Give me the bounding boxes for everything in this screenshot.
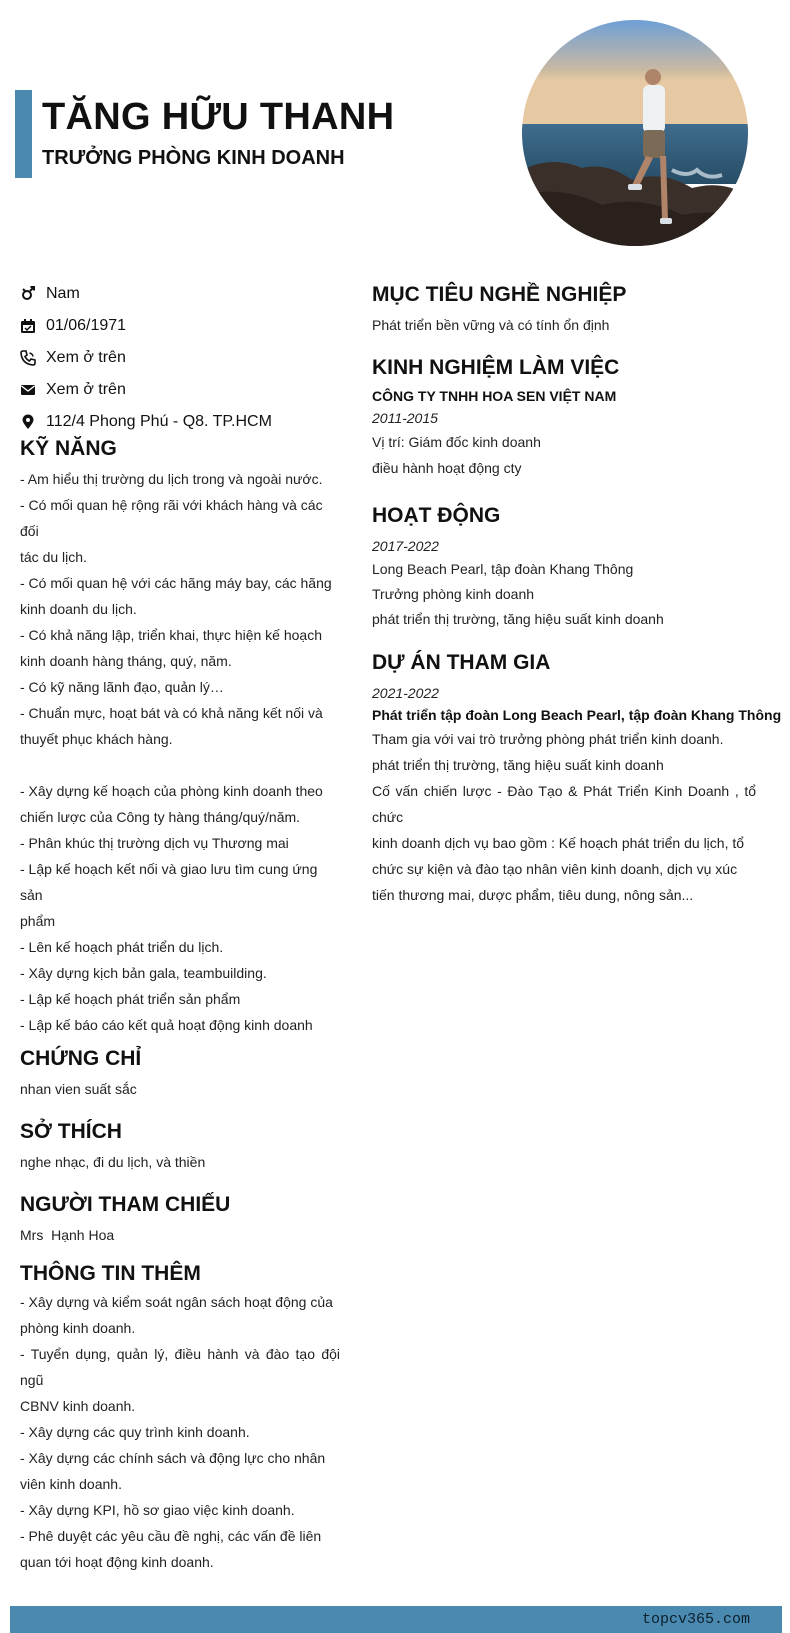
certificates-text: nhan vien suất sắc [20,1081,137,1097]
additional-list [20,1289,340,1575]
skills-line [20,752,340,778]
skills-line: thuyết phục khách hàng. [20,731,173,747]
skills-line: - Am hiểu thị trường du lịch trong và ngoài nước. [20,471,323,487]
additional-line: phòng kinh doanh. [20,1320,136,1336]
hobbies-section [20,1119,340,1175]
skills-line: - Xây dựng kịch bản gala, teambuilding. [20,965,267,981]
experience-period: 2011-2015 [372,410,438,426]
footer-bar [10,1606,782,1633]
skills-line: - Lên kế hoạch phát triển du lịch. [20,939,224,955]
contact-gender [20,278,340,310]
contact-phone-value: Xem ở trên [46,349,126,366]
additional-line: quan tới hoạt động kinh doanh. [20,1554,214,1570]
certificates-section [20,1046,340,1102]
hobbies-heading: SỞ THÍCH [20,1120,122,1143]
experience-section [372,355,756,481]
activities-period: 2017-2022 [372,538,439,554]
candidate-title: TRƯỞNG PHÒNG KINH DOANH [42,147,345,169]
experience-company: CÔNG TY TNHH HOA SEN VIỆT NAM [372,388,617,404]
additional-line: viên kinh doanh. [20,1476,122,1492]
email-icon [20,382,36,398]
additional-line: - Xây dựng KPI, hồ sơ giao việc kinh doanh. [20,1502,295,1518]
projects-line: Cố vấn chiến lược - Đào Tạo & Phát Triển Kinh Doanh , tổ chức [372,783,756,825]
hobbies-text: nghe nhạc, đi du lịch, và thiền [20,1154,206,1170]
skills-line: chiến lược của Công ty hàng tháng/quý/năm. [20,809,301,825]
experience-heading: KINH NGHIỆM LÀM VIỆC [372,356,620,379]
skills-line: - Xây dựng kế hoạch của phòng kinh doanh theo [20,783,323,799]
references-heading: NGƯỜI THAM CHIẾU [20,1193,231,1216]
skills-line: kinh doanh hàng tháng, quý, năm. [20,653,232,669]
additional-heading: THÔNG TIN THÊM [20,1262,201,1285]
skills-line: - Phân khúc thị trường dịch vụ Thương mai [20,835,289,851]
skills-line: - Lập kế hoạch kết nối và giao lưu tìm cung ứng sản [20,861,318,903]
objective-heading: MỤC TIÊU NGHỀ NGHIỆP [372,283,627,306]
footer-watermark: topcv365.com [641,1611,750,1628]
additional-line: CBNV kinh doanh. [20,1398,136,1414]
contact-gender-value: Nam [46,285,80,302]
projects-line: Tham gia với vai trò trưởng phòng phát triển kinh doanh. [372,731,724,747]
additional-line: - Xây dựng và kiểm soát ngân sách hoạt động của [20,1294,333,1310]
contact-address [20,406,340,438]
projects-section [372,650,782,908]
projects-line: tiến thương mai, dược phẩm, tiêu dung, nông sản... [372,887,694,903]
location-icon [20,414,36,430]
activities-line: Long Beach Pearl, tập đoàn Khang Thông [372,561,634,577]
activities-details [372,557,756,632]
contact-phone [20,342,340,374]
experience-line: Vị trí: Giám đốc kinh doanh [372,434,541,450]
contact-list [20,278,340,438]
activities-line: Trưởng phòng kinh doanh [372,586,535,602]
contact-birthday [20,310,340,342]
projects-line: kinh doanh dịch vụ bao gồm : Kế hoạch phát triển du lịch, tổ [372,835,745,851]
skills-line: tác du lịch. [20,549,87,565]
additional-line: - Xây dựng các quy trình kinh doanh. [20,1424,250,1440]
certificates-heading: CHỨNG CHỈ [20,1047,142,1070]
skills-line: kinh doanh du lịch. [20,601,137,617]
additional-line: - Phê duyệt các yêu cầu đề nghị, các vấn đề liên [20,1528,322,1544]
projects-line: phát triển thị trường, tăng hiệu suất kinh doanh [372,757,664,773]
avatar [522,20,748,246]
avatar-photo [522,20,748,246]
skills-line: - Có kỹ năng lãnh đạo, quản lý… [20,679,224,695]
skills-section [20,436,340,1038]
activities-section [372,503,756,632]
contact-birthday-value: 01/06/1971 [46,317,127,334]
experience-line: điều hành hoạt động cty [372,460,522,476]
references-section [20,1192,340,1248]
header-accent-bar [15,90,32,178]
additional-section [20,1261,340,1575]
additional-line: - Tuyển dụng, quản lý, điều hành và đào tạo đội ngũ [20,1346,340,1388]
skills-line: - Chuẩn mực, hoạt bát và có khả năng kết nối và [20,705,323,721]
skills-line: phẩm [20,913,56,929]
projects-name: Phát triển tập đoàn Long Beach Pearl, tập đoàn Khang Thông [372,707,782,723]
experience-details [372,429,756,481]
skills-line: - Có mối quan hệ rộng rãi với khách hàng và các đối [20,497,323,539]
gender-icon [20,286,36,302]
objective-section [372,282,756,338]
contact-address-value: 112/4 Phong Phú - Q8. TP.HCM [46,413,272,430]
skills-line: - Có khả năng lập, triển khai, thực hiện kế hoạch [20,627,322,643]
skills-line: - Lập kế báo cáo kết quả hoạt động kinh doanh [20,1017,313,1033]
candidate-name: TĂNG HỮU THANH [42,96,395,138]
phone-icon [20,350,36,366]
additional-line: - Xây dựng các chính sách và động lực cho nhân [20,1450,326,1466]
objective-text: Phát triển bền vững và có tính ổn định [372,317,610,333]
projects-period: 2021-2022 [372,685,439,701]
projects-heading: DỰ ÁN THAM GIA [372,651,551,674]
activities-line: phát triển thị trường, tăng hiệu suất kinh doanh [372,611,664,627]
skills-line: - Có mối quan hệ với các hãng máy bay, các hãng [20,575,332,591]
projects-line: chức sự kiện và đào tạo nhân viên kinh doanh, dịch vụ xúc [372,861,738,877]
skills-list [20,466,340,1038]
projects-details [372,726,756,908]
references-text: Mrs Hạnh Hoa [20,1227,115,1243]
contact-email [20,374,340,406]
activities-heading: HOẠT ĐỘNG [372,504,501,527]
skills-line: - Lập kế hoạch phát triển sản phẩm [20,991,241,1007]
skills-heading: KỸ NĂNG [20,437,117,460]
calendar-icon [20,318,36,334]
contact-email-value: Xem ở trên [46,381,126,398]
